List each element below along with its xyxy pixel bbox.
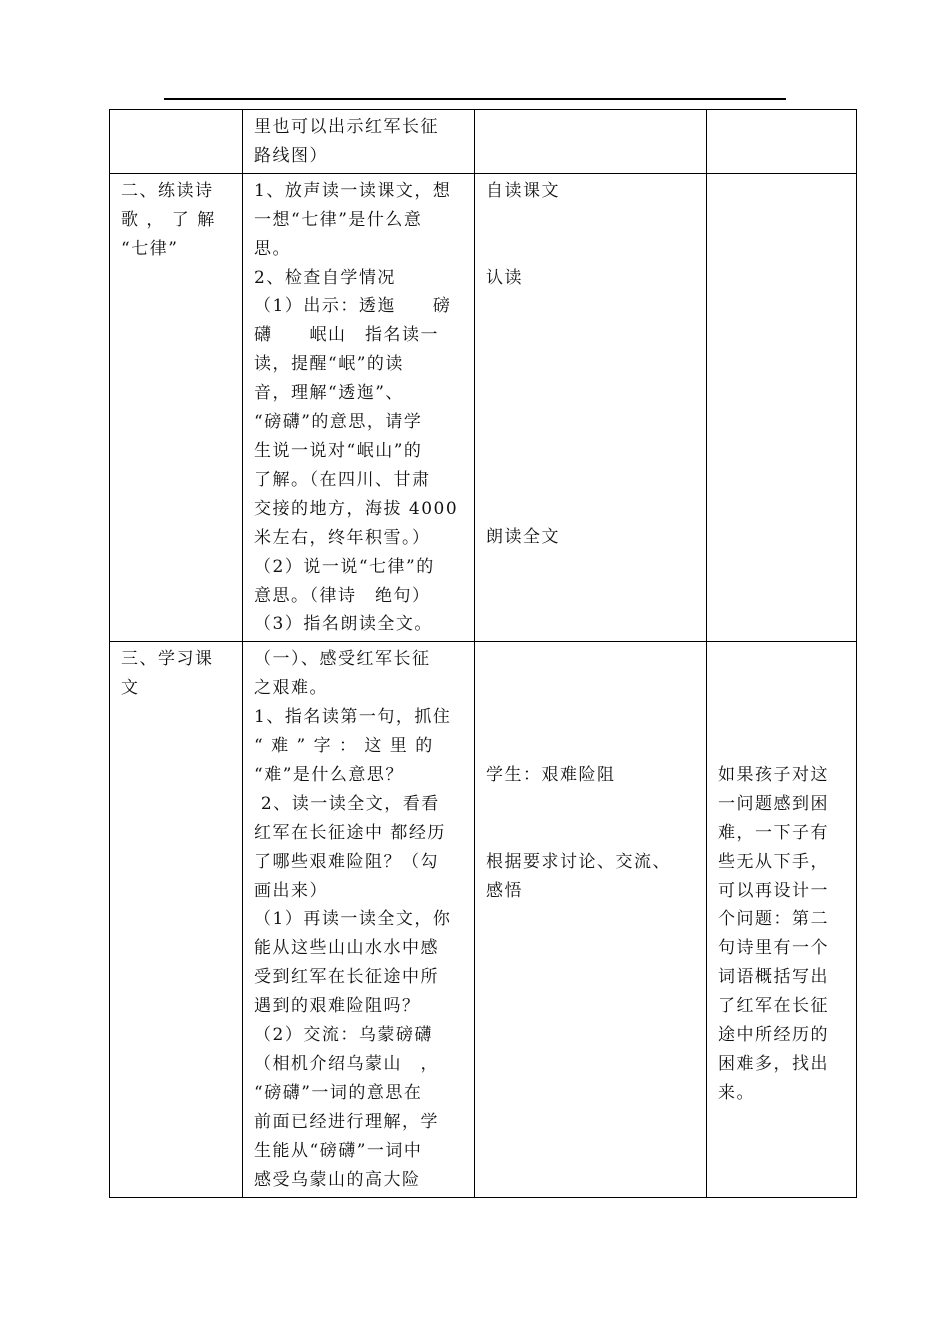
text-line: 途中所经历的 [718, 1025, 829, 1046]
text-line: 1、放声读一读课文，想 [254, 180, 452, 201]
text-line: 如果孩子对这 [718, 764, 829, 785]
text-line: （3）指名朗读全文。 [254, 614, 433, 635]
cell-teacher-activity [243, 110, 475, 174]
text-line: 画出来） [254, 880, 328, 901]
text-line: 红军在长征途中 都经历 [254, 822, 446, 843]
text-line: 个问题：第二 [718, 909, 829, 930]
cell-teacher-activity [243, 642, 475, 1197]
text-line: “磅礴”一词的意思在 [254, 1082, 423, 1103]
cell-step [110, 173, 243, 642]
text-line: 交接的地方，海拔 4000 [254, 498, 459, 519]
text-line: 认读 [486, 267, 523, 288]
table-row-2 [110, 173, 857, 642]
text-line: 1、指名读第一句，抓住 [254, 707, 452, 728]
text-line: 了红军在长征 [718, 996, 829, 1017]
text-line: 米左右，终年积雪。） [254, 527, 431, 548]
text-line: 难，一下子有 [718, 822, 829, 843]
text-line: “七律” [121, 238, 179, 259]
text-line: 可以再设计一 [718, 880, 829, 901]
cell-note [707, 642, 857, 1197]
text-line: （2）说一说“七律”的 [254, 556, 435, 577]
spacer [486, 732, 697, 761]
text-line: 朗读全文 [486, 527, 560, 548]
text-line: 读，提醒“岷”的读 [254, 354, 404, 375]
text-line: 歌 ， 了 解 [121, 209, 216, 230]
cell-step [110, 110, 243, 174]
text-line: 句诗里有一个 [718, 938, 829, 959]
cell-student-activity [475, 642, 707, 1197]
text-line: 二、练读诗 [121, 180, 214, 201]
spacer [718, 645, 847, 732]
cell-teacher-activity [243, 173, 475, 642]
text-line: 2、读一读全文，看看 [254, 793, 440, 814]
text-line: 学生：艰难险阻 [486, 764, 616, 785]
text-line: （2）交流：乌蒙磅礴 [254, 1025, 433, 1046]
text-line: “磅礴”的意思，请学 [254, 412, 423, 433]
text-line: 根据要求讨论、交流、 [486, 851, 671, 872]
text-line: 一问题感到困 [718, 793, 829, 814]
cell-note [707, 173, 857, 642]
text-line: 意思。（律诗 绝句） [254, 585, 431, 606]
text-line: 2、检查自学情况 [254, 267, 396, 288]
text-line: 困难多，找出 [718, 1053, 829, 1074]
text-line: 生能从“磅礴”一词中 [254, 1140, 423, 1161]
text-line: （1）再读一读全文，你 [254, 909, 452, 930]
text-line: 里也可以出示红军长征 [254, 117, 439, 137]
text-line: 感受乌蒙山的高大险 [254, 1169, 421, 1190]
text-line: （1）出示：透迤 磅 [254, 296, 452, 317]
table-row-3 [110, 642, 857, 1197]
text-line: 一想“七律”是什么意 [254, 209, 423, 230]
text-line: 生说一说对“岷山”的 [254, 440, 423, 461]
text-line: （一）、感受红军长征 [254, 649, 431, 670]
text-line: 路线图） [254, 145, 328, 166]
text-line: 遇到的艰难险阻吗？ [254, 996, 421, 1017]
text-line: “ 难 ” 字 ： 这 里 的 [254, 736, 434, 757]
spacer [486, 645, 697, 732]
header-rule [164, 98, 786, 100]
text-line: （相机介绍乌蒙山 ， [254, 1054, 439, 1074]
text-line: 了哪些艰难险阻？（勾 [254, 851, 439, 872]
text-line: 感悟 [486, 880, 523, 901]
spacer [486, 790, 697, 848]
text-line: 音，理解“透迤”、 [254, 383, 404, 404]
text-line: “难”是什么意思？ [254, 764, 404, 785]
text-line: 能从这些山山水水中感 [254, 938, 439, 959]
cell-step [110, 642, 243, 1197]
text-line: 思。 [254, 238, 291, 259]
text-line: 词语概括写出 [718, 967, 829, 988]
text-line: 了解。（在四川、甘肃 [254, 469, 431, 490]
cell-student-activity [475, 110, 707, 174]
text-line: 礴 岷山 指名读一 [254, 325, 439, 346]
cell-student-activity [475, 173, 707, 642]
text-line: 来。 [718, 1082, 755, 1103]
text-line: 受到红军在长征途中所 [254, 967, 439, 988]
text-line: 文 [121, 678, 140, 699]
text-line: 自读课文 [486, 180, 560, 201]
table-row-1 [110, 110, 857, 174]
lesson-plan-table [109, 109, 857, 1198]
text-line: 前面已经进行理解，学 [254, 1111, 439, 1132]
spacer [486, 206, 697, 264]
spacer [718, 732, 847, 761]
spacer [486, 292, 697, 523]
text-line: 三、学习课 [121, 649, 214, 670]
cell-note [707, 110, 857, 174]
text-line: 之艰难。 [254, 678, 328, 699]
text-line: 些无从下手， [718, 851, 829, 872]
